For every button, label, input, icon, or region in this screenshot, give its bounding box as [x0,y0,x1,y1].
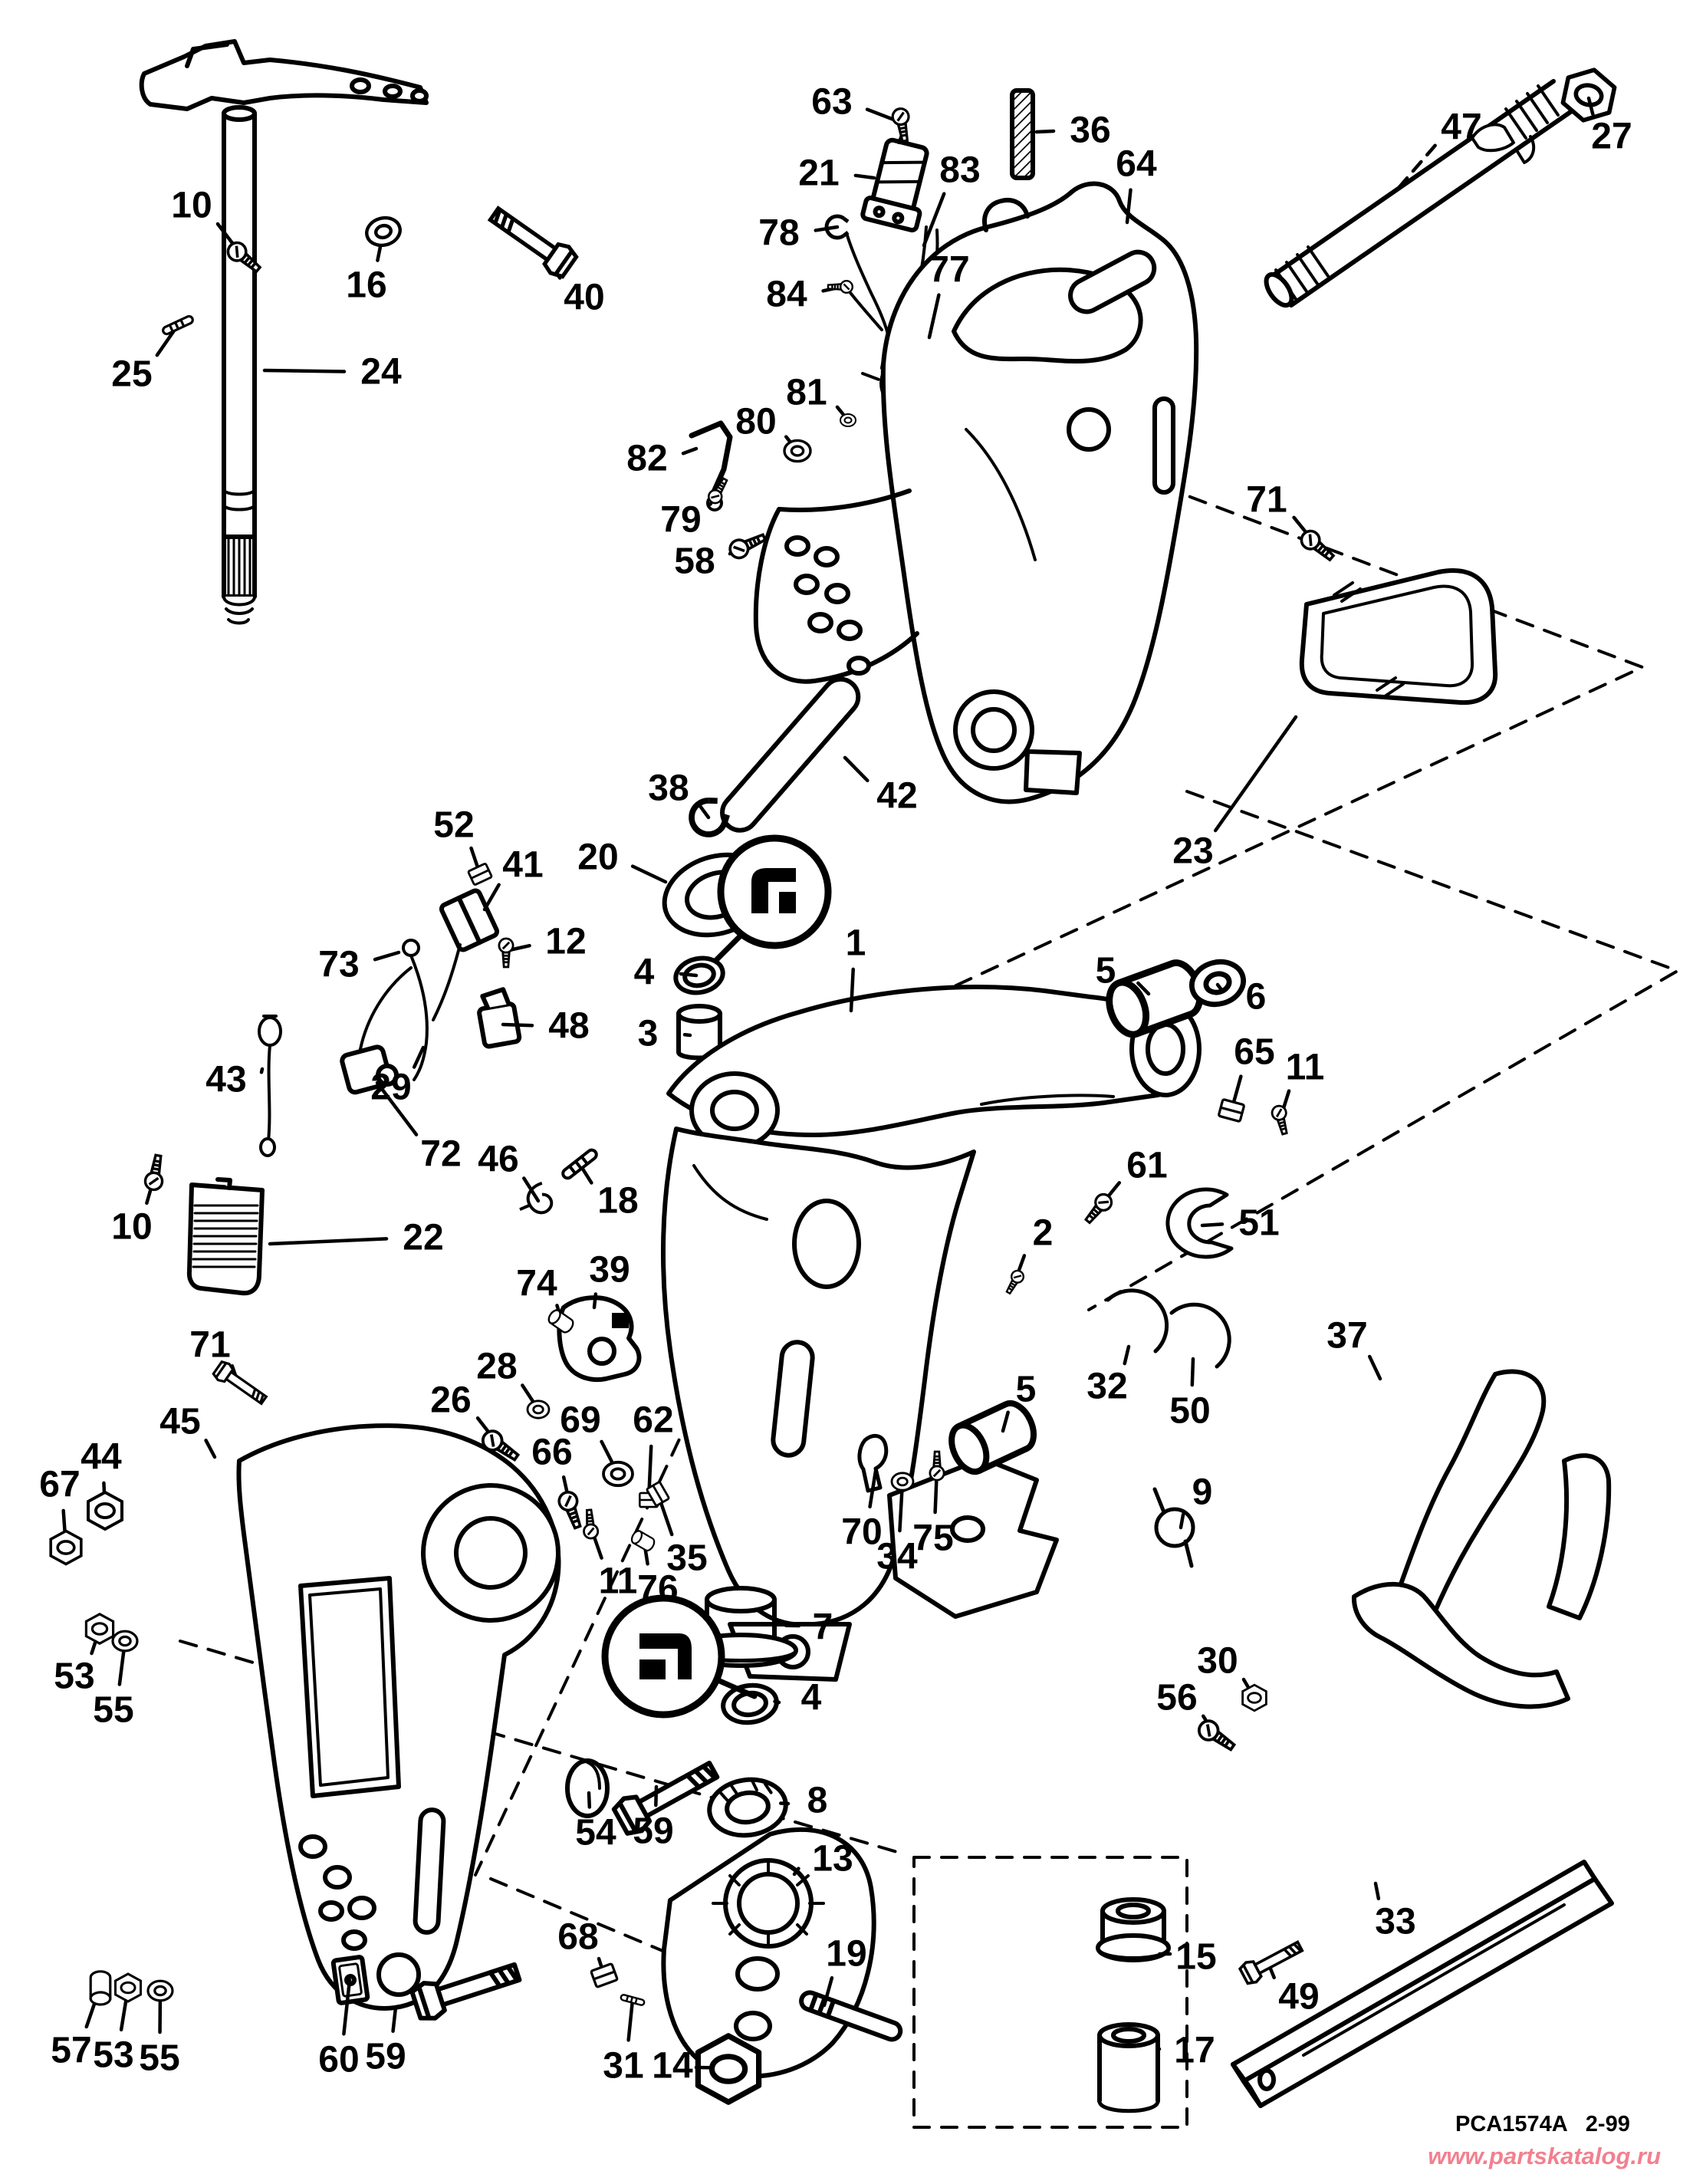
part-callout-38 [648,768,731,841]
cyl-part-icon [630,1529,656,1552]
leader-line [1125,1347,1129,1363]
left-stern-bracket [238,1426,558,2008]
leader-line [681,974,696,975]
leader-line [1158,2049,1159,2050]
screw-part-icon [1195,1717,1238,1755]
part-number-label: 77 [929,249,970,291]
part-number-label: 10 [111,1206,153,1248]
part-number-label: 71 [1246,479,1287,521]
part-number-label: 74 [516,1263,557,1304]
part-number-label: 78 [758,212,800,254]
bolt-part-icon [485,201,579,280]
washer-part-icon [113,1631,137,1651]
part-callout-8 [781,1781,827,1821]
center-swivel-bracket [663,987,1199,1679]
leader-line [485,885,499,909]
part-number-label: 1 [845,923,866,964]
part-number-label: 41 [502,844,544,886]
part-number-label: 28 [476,1346,518,1387]
tilt-stop-bracket [559,1298,639,1380]
part-number-label: 59 [365,2036,406,2077]
part-number-label: 76 [637,1568,679,1610]
part-number-label: 19 [826,1933,867,1975]
part-callout-35 [646,1482,707,1578]
leader-line [589,1793,590,1807]
part-number-label: 22 [403,1217,444,1258]
part-number-label: 16 [346,265,387,306]
leader-line [851,969,853,1011]
ground-link [259,1016,281,1156]
watermark: www.partskatalog.ru [1428,2143,1661,2169]
leader-line [856,176,874,178]
part-number-label: 30 [1197,1640,1238,1682]
part-callout-16 [346,214,403,305]
part-number-label: 58 [674,541,715,582]
leader-line [685,1034,690,1035]
part-callout-61 [1082,1146,1168,1227]
leader-line [845,758,867,781]
part-number-label: 51 [1238,1202,1280,1244]
part-number-label: 59 [633,1811,674,1852]
part-number-label: 44 [81,1436,122,1478]
part-number-label: 70 [841,1511,883,1553]
part-callout-71 [189,1325,269,1409]
part-callout-28 [476,1347,549,1419]
nut-part-icon [1243,1685,1267,1711]
part-number-label: 24 [360,351,402,393]
part-number-label: 57 [51,2030,92,2071]
part-number-label: 5 [1095,950,1116,992]
part-number-label: 75 [912,1518,954,1559]
part-number-label: 5 [1015,1369,1037,1410]
leader-line [1376,1883,1379,1899]
part-callout-10 [111,1154,166,1248]
part-number-label: 13 [812,1838,853,1880]
part-number-label: 61 [1126,1145,1168,1186]
part-callout-53 [54,1614,113,1697]
part-number-label: 49 [1278,1976,1320,2018]
leader-line [1037,131,1054,132]
part-callout-25 [111,315,194,395]
leader-line [633,867,666,882]
torsion-spring [1155,1489,1193,1566]
part-callout-73 [318,945,399,985]
leader-line [1202,1224,1222,1225]
part-callout-56 [1156,1678,1238,1755]
part-callout-9 [1181,1472,1212,1528]
part-number-label: 27 [1591,116,1632,157]
grease-stud [1012,90,1033,178]
screw-part-icon [1298,528,1338,565]
part-callout-81 [786,373,856,427]
part-callout-43 [205,1060,262,1100]
part-number-label: 72 [420,1133,462,1175]
part-callout-32 [1086,1347,1129,1407]
part-number-label: 52 [433,804,475,846]
part-number-label: 43 [205,1059,247,1100]
part-number-label: 20 [577,837,619,878]
part-number-label: 9 [1192,1472,1213,1513]
part-number-label: 84 [766,274,807,315]
part-number-label: 15 [1175,1936,1217,1978]
part-number-label: 31 [603,2045,644,2087]
switch-wiring-cluster [259,890,520,1156]
screw-part-icon [828,281,853,293]
part-number-label: 8 [807,1780,828,1821]
part-number-label: 55 [139,2038,180,2079]
leader-line [1181,1515,1183,1528]
part-callout-59 [365,2008,406,2077]
louvered-cover [189,1179,262,1293]
part-number-label: 39 [589,1249,630,1291]
part-callout-18 [561,1148,639,1221]
washer-part-icon [892,1473,913,1490]
part-number-label: 3 [637,1013,659,1054]
leader-line [683,449,696,453]
part-number-label: 14 [652,2045,693,2087]
part-number-label: 38 [648,768,689,809]
part-number-label: 69 [560,1400,601,1441]
block-part-icon [1218,1099,1244,1121]
part-number-label: 68 [557,1916,599,1958]
part-number-label: 32 [1086,1366,1128,1407]
screw-part-icon [499,939,513,967]
part-callout-11 [582,1509,637,1601]
leader-line [1192,1359,1193,1385]
part-number-label: 53 [54,1656,95,1697]
part-callout-44 [81,1437,122,1530]
part-callout-31 [603,1994,645,2086]
part-callout-55 [139,1981,179,2078]
clamp-shoes [1108,1189,1231,1367]
nut-part-icon [88,1492,122,1529]
part-number-label: 83 [939,150,981,191]
screw-part-icon [144,1154,167,1191]
nut-part-icon [86,1614,113,1643]
part-number-label: 67 [39,1464,81,1505]
part-number-label: 40 [564,277,605,318]
lower-seal [721,1682,779,1725]
screw-part-icon [930,1452,944,1480]
leader-line [265,370,344,372]
part-number-label: 4 [800,1677,822,1719]
part-callout-65 [1218,1032,1275,1122]
part-number-label: 33 [1375,1901,1416,1942]
part-callout-42 [845,758,918,817]
drawing-number: PCA1574A 2-99 [1455,2112,1630,2136]
part-callout-12 [499,922,587,968]
mount-bushing-upper [1098,1899,1169,1960]
part-number-label: 29 [370,1067,412,1108]
washer-part-icon [603,1462,633,1485]
part-number-label: 45 [159,1401,201,1442]
bolt-part-icon [212,1360,269,1408]
part-callout-33 [1375,1883,1415,1942]
leader-line [924,194,944,245]
part-number-label: 11 [1285,1047,1325,1088]
part-number-label: 42 [876,775,918,817]
part-callout-84 [766,275,852,315]
part-number-label: 60 [318,2039,360,2080]
part-number-label: 18 [597,1180,639,1222]
part-callout-40 [485,201,605,317]
leader-line [629,2000,633,2040]
part-callout-4 [774,1678,821,1719]
part-callout-67 [39,1465,81,1564]
leader-line [1215,717,1296,831]
part-number-label: 36 [1070,110,1111,151]
leader-line [206,1440,215,1457]
part-callout-17 [1158,2031,1215,2071]
part-number-label: 55 [93,1689,134,1731]
thrust-washer [567,1761,607,1816]
part-number-label: 81 [786,372,827,413]
block-part-icon [468,863,491,885]
part-number-label: 25 [111,354,153,395]
screw-part-icon [1003,1268,1025,1295]
mount-bushing-lower [1100,2024,1158,2111]
part-number-label: 66 [531,1432,573,1473]
part-callout-82 [626,439,696,479]
part-number-label: 35 [666,1538,708,1579]
part-number-label: 62 [633,1400,674,1441]
washer-part-icon [363,214,403,248]
part-callout-20 [577,837,666,883]
pin-part-icon [561,1148,598,1179]
part-number-label: 48 [548,1005,590,1047]
part-callout-41 [485,845,544,910]
part-number-label: 50 [1169,1390,1211,1432]
washer-part-icon [784,440,810,461]
part-number-label: 12 [545,921,587,962]
part-callout-46 [478,1140,559,1224]
part-number-label: 65 [1234,1031,1275,1073]
cyl-part-icon [90,1972,110,2005]
part-number-label: 6 [1245,976,1267,1018]
part-callout-22 [270,1218,444,1258]
part-number-label: 79 [660,499,702,541]
screw-part-icon [1082,1191,1115,1226]
part-number-label: 82 [626,438,668,479]
part-callout-30 [1197,1641,1266,1711]
tilt-tube [1261,65,1617,310]
clamp-retainer [1302,571,1495,702]
part-callout-55 [93,1631,137,1730]
washer-part-icon [148,1981,173,2001]
part-callout-52 [433,805,491,886]
part-callout-37 [1326,1316,1380,1380]
detail-box [914,1857,1187,2127]
nut-part-icon [116,1974,141,2001]
part-number-label: 64 [1116,143,1157,185]
part-number-label: 34 [876,1536,918,1577]
part-number-label: 26 [430,1380,472,1421]
leader-line [375,952,399,959]
block-part-icon [591,1964,618,1988]
part-number-label: 53 [93,2034,134,2076]
part-callout-2 [1003,1213,1053,1296]
part-number-label: 56 [1156,1677,1198,1719]
part-callout-50 [1169,1359,1210,1432]
part-number-label: 80 [735,401,777,442]
part-number-label: 7 [812,1607,833,1648]
part-number-label: 10 [171,185,212,226]
screw-part-icon [892,107,913,142]
part-callout-36 [1037,110,1111,151]
leader-line [393,2008,396,2031]
leader-line [594,1294,596,1307]
part-number-label: 21 [798,153,840,194]
part-number-label: 23 [1172,831,1214,872]
leader-line [1369,1357,1380,1379]
nut-part-icon [51,1531,81,1564]
steering-arm [142,41,426,109]
part-number-label: 37 [1326,1315,1368,1357]
leader-line [270,1238,386,1244]
part-number-label: 73 [318,944,360,985]
part-number-label: 46 [478,1139,519,1180]
part-callout-24 [265,352,402,393]
screw-part-icon [1271,1104,1291,1136]
part-callout-78 [758,213,848,254]
part-number-label: 2 [1032,1212,1054,1254]
part-number-label: 47 [1441,107,1482,148]
part-callout-45 [159,1402,215,1458]
pivot-pin [715,672,866,837]
leader-line [261,1069,262,1072]
part-number-label: 54 [575,1812,616,1853]
pin-part-icon [162,315,194,335]
part-number-label: 11 [598,1561,638,1602]
part-number-label: 71 [189,1324,231,1366]
part-callout-49 [1238,1936,1319,2017]
washer-part-icon [528,1401,549,1418]
detail-bubble-clip-1 [713,838,828,963]
part-number-label: 63 [811,81,853,123]
swivel-shaft [224,107,255,623]
part-callout-11 [1271,1048,1324,1136]
clamp-lever-assembly [1354,1372,1609,1707]
part-number-label: 4 [633,952,655,993]
screw-part-icon [582,1509,598,1539]
part-callout-21 [798,153,874,194]
part-callout-63 [811,82,912,143]
screw-part-icon [557,1490,586,1531]
washer-part-icon [840,414,856,426]
part-number-label: 17 [1174,2030,1215,2071]
part-callout-74 [516,1264,575,1335]
